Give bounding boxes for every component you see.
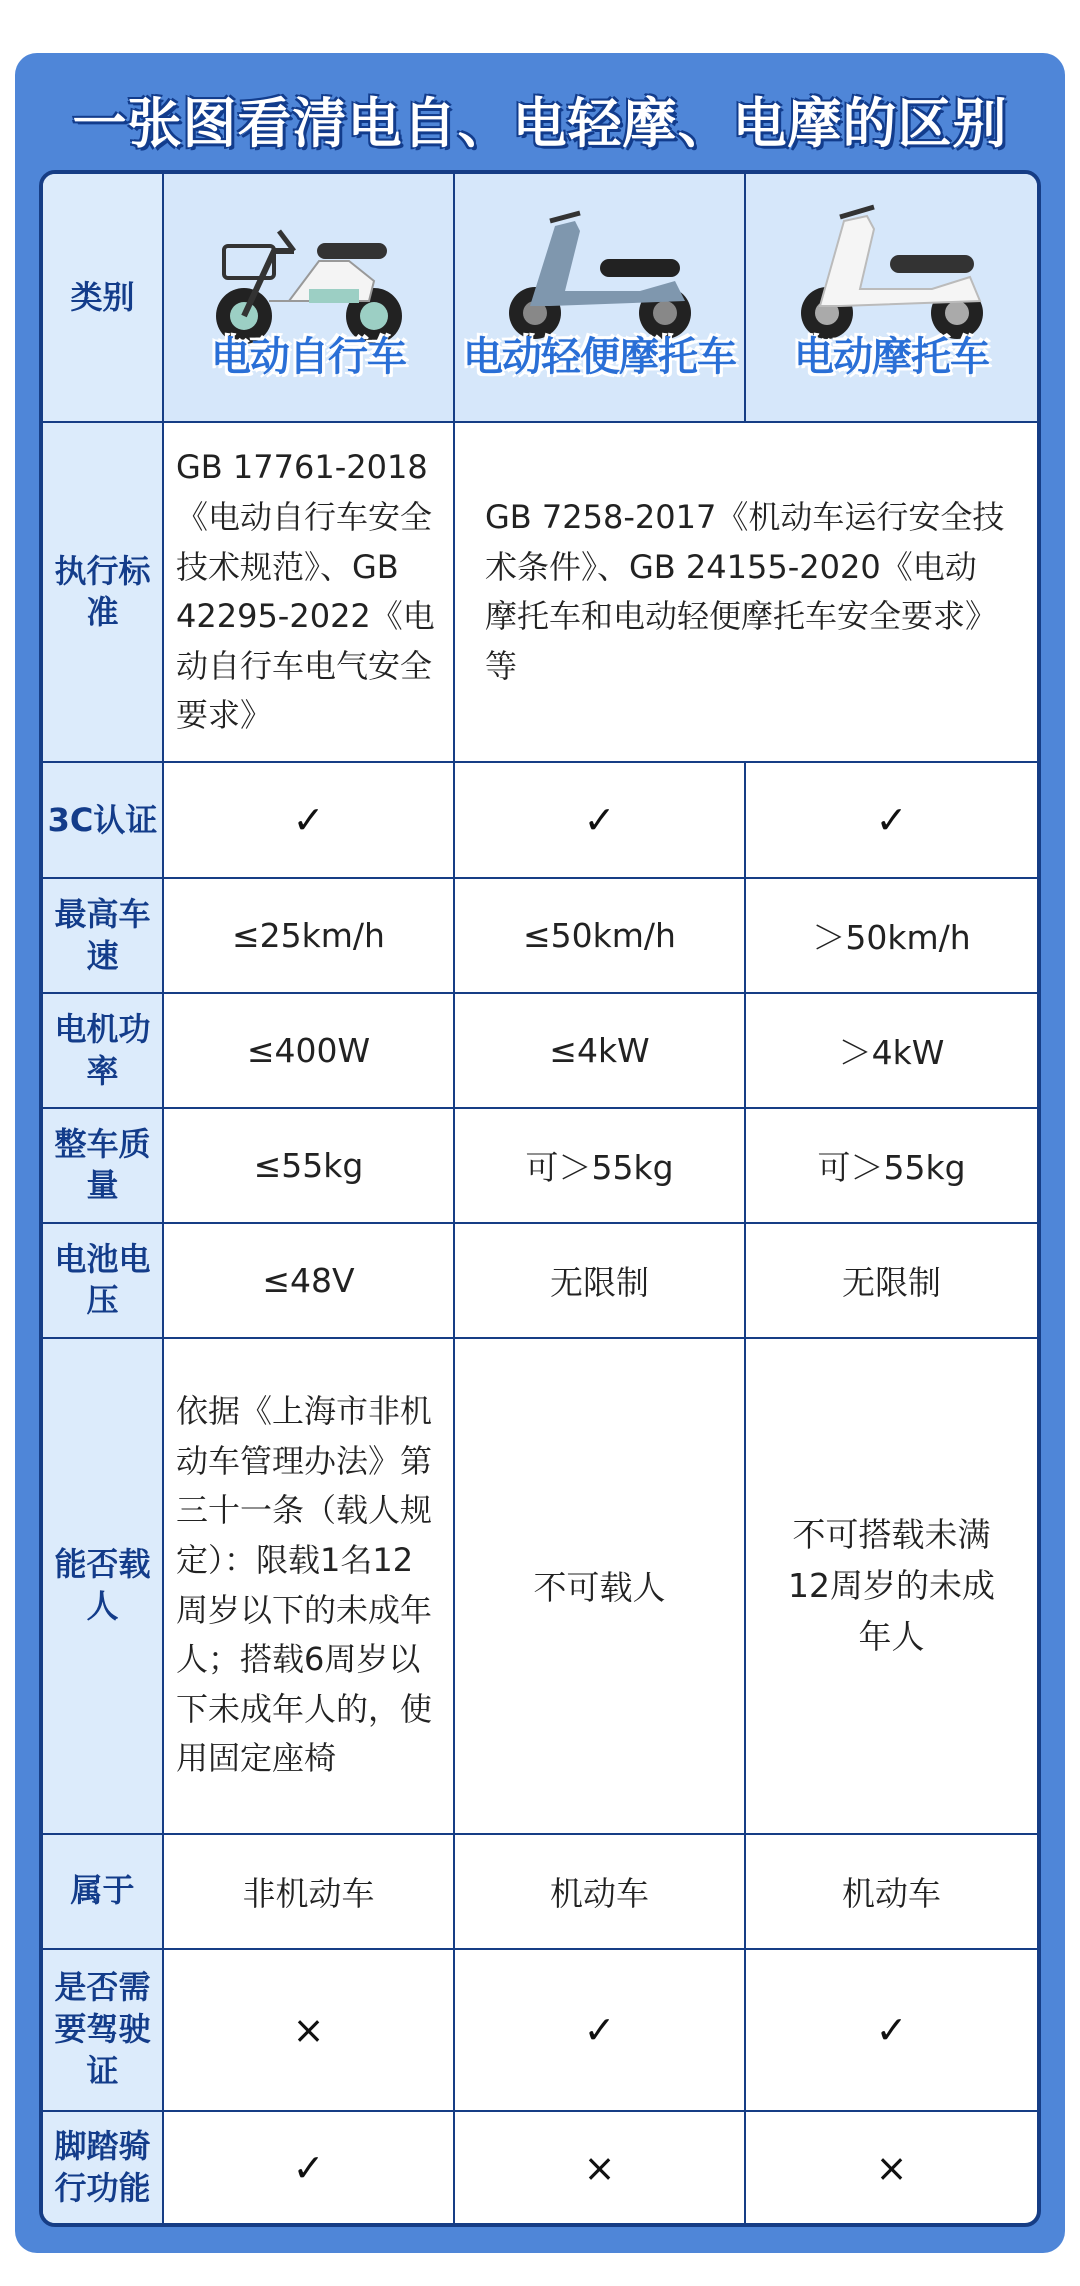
row-label-standard: 执行标准 [43, 422, 163, 762]
passenger-light-motorcycle: 不可载人 [454, 1338, 745, 1834]
battery-voltage-bicycle: ≤48V [163, 1223, 454, 1338]
infographic-card [15, 53, 1065, 2253]
row-label-ccc: 3C认证 [43, 762, 163, 878]
belongs-to-bicycle: 非机动车 [163, 1834, 454, 1949]
row-label-license: 是否需要驾驶证 [43, 1949, 163, 2112]
max-speed-bicycle: ≤25km/h [163, 878, 454, 993]
row-license [43, 1949, 1037, 2112]
battery-voltage-motorcycle: 无限制 [745, 1223, 1037, 1338]
vehicle-header-light-motorcycle [454, 174, 745, 422]
header-row [43, 174, 1037, 422]
vehicle-header-motorcycle [745, 174, 1037, 422]
ccc-light-motorcycle: ✓ [454, 762, 745, 878]
max-speed-motorcycle: ＞50km/h [745, 878, 1037, 993]
row-belongs-to [43, 1834, 1037, 1949]
row-pedal [43, 2111, 1037, 2223]
vehicle-name-bicycle: 电动自行车 [211, 334, 406, 381]
max-speed-light-motorcycle: ≤50km/h [454, 878, 745, 993]
vehicle-name-light-motorcycle: 电动轻便摩托车 [463, 334, 736, 381]
vehicle-mass-light-motorcycle: 可＞55kg [454, 1108, 745, 1223]
belongs-to-motorcycle: 机动车 [745, 1834, 1037, 1949]
row-label-pedal: 脚踏骑行功能 [43, 2111, 163, 2223]
row-motor-power [43, 993, 1037, 1108]
battery-voltage-light-motorcycle: 无限制 [454, 1223, 745, 1338]
pedal-motorcycle: × [745, 2111, 1037, 2223]
vehicle-header-bicycle [163, 174, 454, 422]
motor-power-bicycle: ≤400W [163, 993, 454, 1108]
motor-power-motorcycle: ＞4kW [745, 993, 1037, 1108]
row-label-max-speed: 最高车速 [43, 878, 163, 993]
license-motorcycle: ✓ [745, 1949, 1037, 2112]
comparison-table [43, 174, 1037, 2223]
vehicle-mass-bicycle: ≤55kg [163, 1108, 454, 1223]
standard-bicycle: GB 17761-2018《电动自行车安全技术规范》、GB 42295-2022《电动自行车电气安全要求》 [163, 422, 454, 762]
row-vehicle-mass [43, 1108, 1037, 1223]
ccc-motorcycle: ✓ [745, 762, 1037, 878]
row-ccc [43, 762, 1037, 878]
passenger-motorcycle: 不可搭载未满12周岁的未成年人 [745, 1338, 1037, 1834]
passenger-bicycle: 依据《上海市非机动车管理办法》第三十一条（载人规定）：限载1名12周岁以下的未成年人；搭载6周岁以下未成年人的，使用固定座椅 [163, 1338, 454, 1834]
row-passenger [43, 1338, 1037, 1834]
row-label-motor-power: 电机功率 [43, 993, 163, 1108]
comparison-table-wrap [39, 170, 1041, 2227]
pedal-bicycle: ✓ [163, 2111, 454, 2223]
page-title: 一张图看清电自、电轻摩、电摩的区别 [72, 92, 1008, 155]
license-bicycle: × [163, 1949, 454, 2112]
license-light-motorcycle: ✓ [454, 1949, 745, 2112]
row-standard [43, 422, 1037, 762]
row-label-battery-voltage: 电池电压 [43, 1223, 163, 1338]
belongs-to-light-motorcycle: 机动车 [454, 1834, 745, 1949]
row-battery-voltage [43, 1223, 1037, 1338]
row-label-category: 类别 [43, 174, 163, 422]
vehicle-mass-motorcycle: 可＞55kg [745, 1108, 1037, 1223]
pedal-light-motorcycle: × [454, 2111, 745, 2223]
row-label-passenger: 能否载人 [43, 1338, 163, 1834]
standard-motor: GB 7258-2017《机动车运行安全技术条件》、GB 24155-2020《电动摩托车和电动轻便摩托车安全要求》等 [454, 422, 1037, 762]
row-label-belongs-to: 属于 [43, 1834, 163, 1949]
motor-power-light-motorcycle: ≤4kW [454, 993, 745, 1108]
row-max-speed [43, 878, 1037, 993]
row-label-vehicle-mass: 整车质量 [43, 1108, 163, 1223]
vehicle-name-motorcycle: 电动摩托车 [794, 334, 989, 381]
ccc-bicycle: ✓ [163, 762, 454, 878]
